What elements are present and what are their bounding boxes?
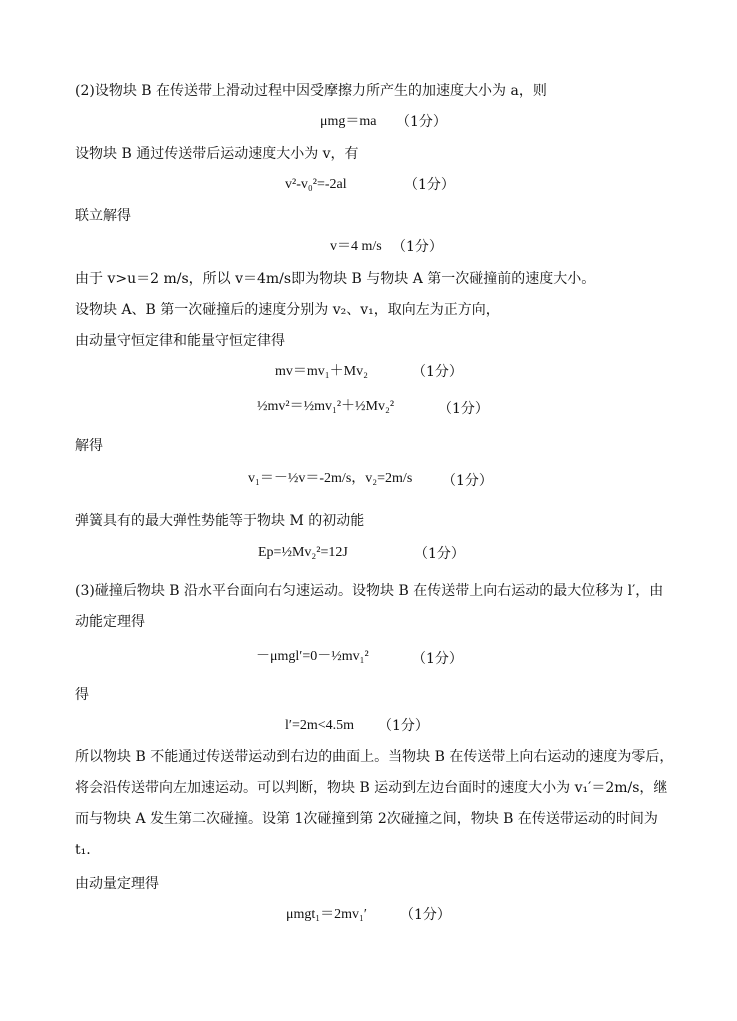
paragraph-second-collision: 所以物块 B 不能通过传送带运动到右边的曲面上。当物块 B 在传送带上向右运动的速度为零后，将会沿传送带向左加速运动。可以判断，物块 B 运动到左边台面时的速度大小为 v₁′＝2m/s，继而与物块 A 发生第二次碰撞。设第 1次碰撞到第 2次碰撞之间，物块 B 在传送带运动的时间为 t₁. [75, 749, 674, 858]
paragraph-part3-intro: (3)碰撞后物块 B 沿水平台面向右匀速运动。设物块 B 在传送带上向右运动的最大位移为 l′，由动能定理得 [75, 583, 664, 630]
paragraph-solve: 联立解得 [75, 208, 131, 224]
paragraph-solution: 解得 [75, 438, 103, 454]
equation-velocities-after-collision: v₁＝－½v＝-2m/s，v₂=2m/s [248, 471, 413, 486]
equation-max-displacement: l′=2m<4.5m [285, 718, 355, 733]
paragraph-collision-setup: 设物块 A、B 第一次碰撞后的速度分别为 v₂、v₁，取向左为正方向， [75, 302, 500, 318]
paragraph-speed-before-collision: 由于 v>u＝2 m/s，所以 v＝4m/s即为物块 B 与物块 A 第一次碰撞前的速度大小。 [75, 271, 596, 287]
equation-velocity-result: v＝4 m/s [330, 239, 382, 254]
score-mark: （1分） [404, 177, 455, 193]
paragraph-therefore: 得 [75, 687, 89, 703]
score-mark: （1分） [438, 401, 489, 417]
equation-friction: μmg＝ma [320, 114, 377, 129]
score-mark: （1分） [400, 907, 451, 923]
score-mark: （1分） [442, 473, 493, 489]
score-mark: （1分） [378, 718, 429, 734]
paragraph-velocity-after-belt: 设物块 B 通过传送带后运动速度大小为 v，有 [75, 146, 359, 162]
equation-impulse: μmgt₁＝2mv₁′ [286, 907, 367, 922]
paragraph-spring-energy: 弹簧具有的最大弹性势能等于物块 M 的初动能 [75, 513, 365, 529]
equation-momentum: mv＝mv₁＋Mv₂ [275, 364, 368, 379]
score-mark: （1分） [412, 651, 463, 667]
score-mark: （1分） [412, 364, 463, 380]
paragraph-part2-intro: (2)设物块 B 在传送带上滑动过程中因受摩擦力所产生的加速度大小为 a，则 [75, 83, 547, 99]
score-mark: （1分） [414, 546, 465, 562]
paragraph-impulse-theorem: 由动量定理得 [75, 876, 159, 892]
score-mark: （1分） [392, 239, 443, 255]
equation-work-energy: －μmgl′=0－½mv₁² [256, 649, 369, 664]
score-mark: （1分） [396, 114, 447, 130]
equation-spring-potential-energy: Ep=½Mv₂²=12J [258, 545, 348, 560]
equation-energy: ½mv²＝½mv₁²＋½Mv₂² [257, 399, 395, 414]
equation-kinematics: v²-v₀²=-2al [285, 177, 347, 192]
paragraph-conservation-laws: 由动量守恒定律和能量守恒定律得 [75, 333, 285, 349]
